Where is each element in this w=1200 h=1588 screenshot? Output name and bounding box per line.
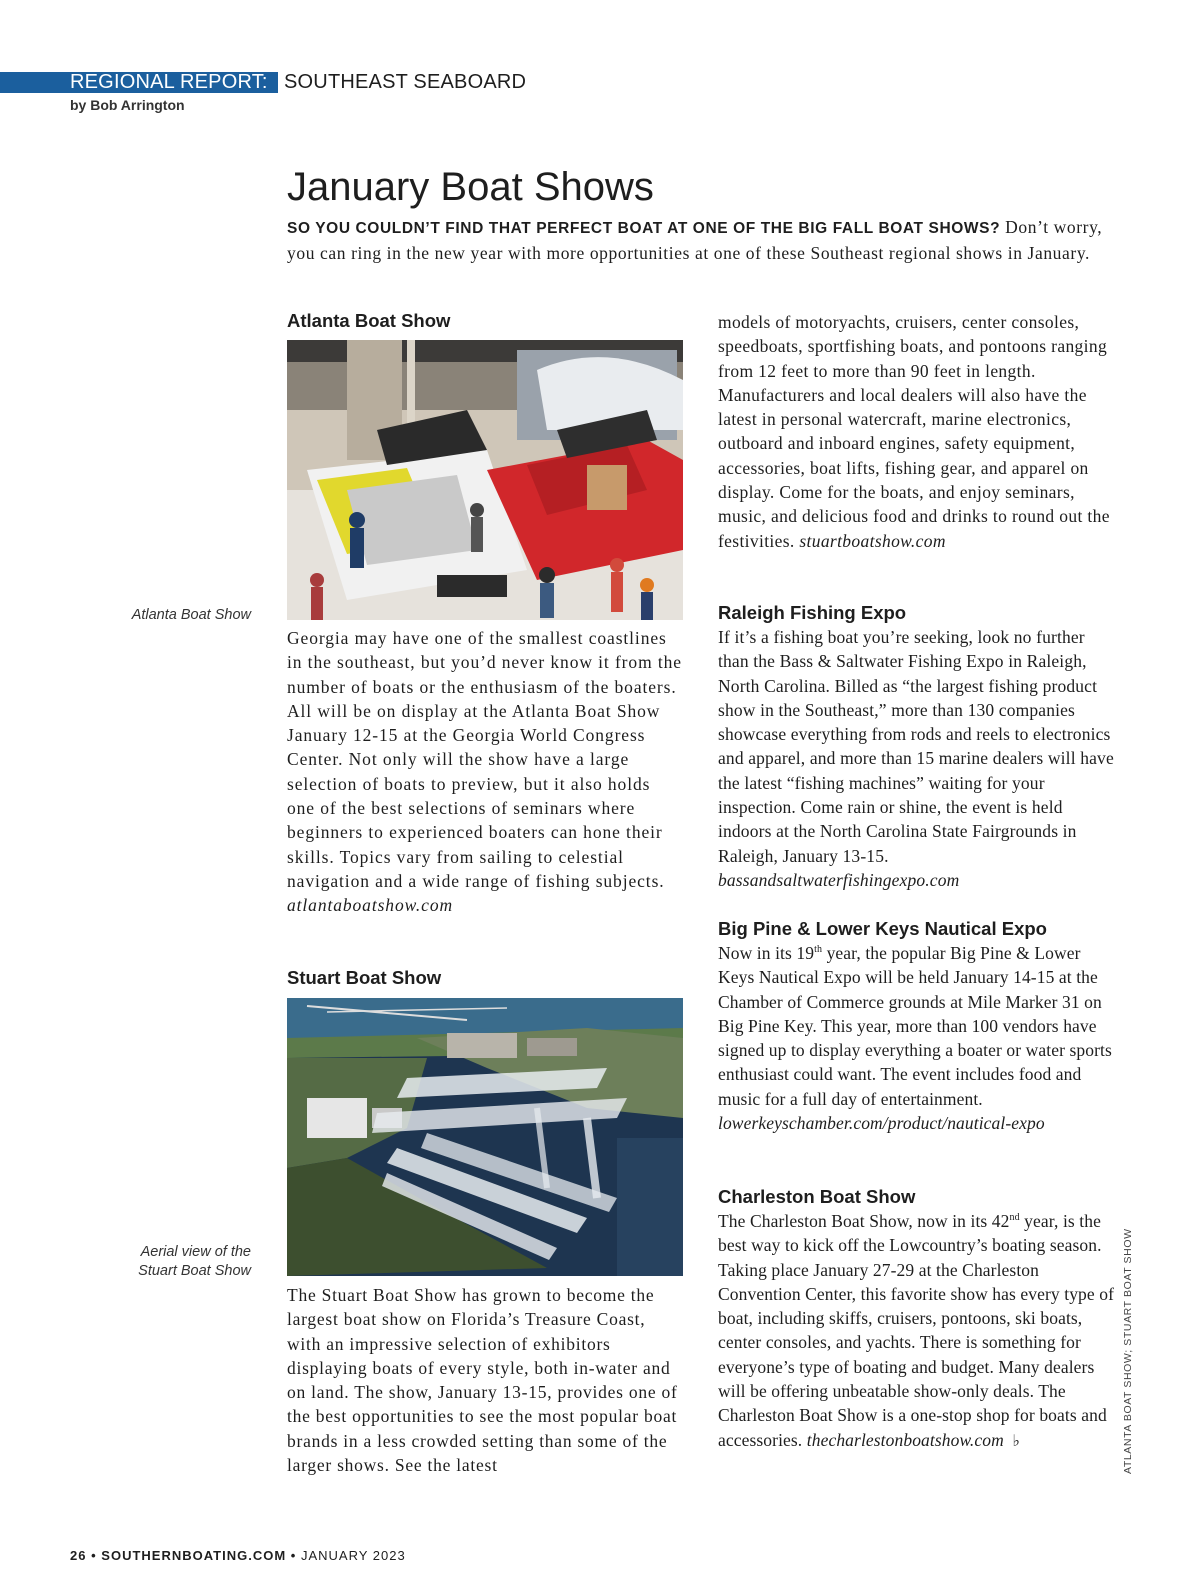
atlanta-photo (287, 340, 683, 620)
stuart-aerial-photo (287, 998, 683, 1276)
byline: by Bob Arrington (70, 97, 185, 113)
stuart-body: The Stuart Boat Show has grown to become the largest boat show on Florida’s Treasure Coast, with an impressive selection of exhibitors displaying boats of every style, both in-water and on land. The show, January 13-15, provides one of the best opportunities to see the most popular boat brands in a less crowded setting than some of the larger shows. See the latest (287, 1285, 678, 1476)
end-of-article-icon: ♭ (1012, 1432, 1021, 1450)
stuart-body-continued (718, 310, 1118, 553)
stuart-photo-caption (70, 1243, 251, 1281)
bigpine-heading: Big Pine & Lower Keys Nautical Expo (718, 918, 1047, 939)
intro-body: Don’t worry, you can ring in the new year with more opportunities at one of these Southeast regional shows in January. (287, 217, 1103, 264)
atlanta-article (287, 626, 683, 918)
atlanta-photo-caption: Atlanta Boat Show (131, 607, 251, 623)
footer-issue: JANUARY 2023 (300, 1548, 406, 1563)
report-region: SOUTHEAST SEABOARD (284, 71, 527, 93)
raleigh-url-link[interactable]: bassandsaltwaterfishingexpo.com (718, 869, 960, 890)
page-number: 26 (70, 1548, 87, 1563)
raleigh-body-text: If it’s a fishing boat you’re seeking, look no further than the Bass & Saltwater Fishing Expo in Raleigh, North Carolina. Billed as “the largest fishing product show in the Southeast,” more than 130 companies showcase everything from rods and reels to electronics and apparel, and more than 15 marine dealers will have the latest “fishing machines” waiting for your inspection. Come rain or shine, the event is held indoors at the North Carolina State Fairgrounds in Raleigh, January 13-15. (718, 627, 1114, 866)
bigpine-body (718, 941, 1118, 1135)
stuart-article-continued (718, 310, 1118, 553)
bigpine-body-pre: Now in its 19 (718, 943, 815, 963)
bigpine-ordinal: th (814, 944, 823, 956)
stuart-heading: Stuart Boat Show (287, 967, 442, 988)
atlanta-photo-illustration (287, 340, 683, 620)
atlanta-heading-block (287, 309, 683, 333)
report-label: REGIONAL REPORT: (70, 71, 268, 93)
stuart-article (287, 1283, 683, 1477)
stuart-body-continued-text: models of motoryachts, cruisers, center consoles, speedboats, sportfishing boats, and pontoons ranging from 12 feet to more than 90 feet in length. Manufacturers and local dealers will also have the latest in personal watercraft, marine electronics, outboard and inboard engines, safety equipment, accessories, boat lifts, fishing gear, and apparel on display. Come for the boats, and enjoy seminars, music, and delicious food and drinks to round out the festivities. (718, 312, 1110, 551)
charleston-body (718, 1209, 1118, 1454)
stuart-caption-line-2: Stuart Boat Show (138, 1263, 251, 1279)
atlanta-body-text: Georgia may have one of the smallest coastlines in the southeast, but you’d never know it from the number of boats or the enthusiasm of the boaters. All will be on display at the Atlanta Boat Show January 12-15 at the Georgia World Congress Center. Not only will the show have a large selection of boats to preview, but it also holds one of the best selections of seminars where beginners to experienced boaters can hone their skills. Topics vary from sailing to celestial navigation and a wide range of fishing subjects. (287, 628, 682, 891)
raleigh-article (718, 601, 1118, 892)
raleigh-body (718, 625, 1118, 892)
atlanta-url-link[interactable]: atlantaboatshow.com (287, 895, 454, 916)
footer-separator-1: • (91, 1548, 97, 1563)
bigpine-body-post: year, the popular Big Pine & Lower Keys Nautical Expo will be held January 14-15 at the Chamber of Commerce grounds at Mile Marker 31 on Big Pine Key. This year, more than 100 vendors have signed up to display everything a boater or water sports enthusiast could want. The event includes food and music for a full day of entertainment. (718, 943, 1112, 1109)
atlanta-body (287, 626, 683, 918)
stuart-url-link[interactable]: stuartboatshow.com (799, 530, 946, 551)
charleston-url-link[interactable]: thecharlestonboatshow.com (806, 1429, 1004, 1450)
intro-lead: SO YOU COULDN’T FIND THAT PERFECT BOAT AT ONE OF THE BIG FALL BOAT SHOWS? (287, 220, 1001, 237)
charleston-body-post: year, is the best way to kick off the Lowcountry’s boating season. Taking place January 27-29 at the Charleston Convention Center, this favorite show has every type of boat, including skiffs, cruisers, pontoons, ski boats, center consoles, and yachts. There is something for everyone’s type of boating and budget. Many dealers will be offering unbeatable show-only deals. The Charleston Boat Show is a one-stop shop for boats and accessories. (718, 1211, 1115, 1450)
charleston-article (718, 1185, 1118, 1454)
stuart-photo-illustration (287, 998, 683, 1276)
bigpine-url-link[interactable]: lowerkeyschamber.com/product/nautical-expo (718, 1113, 1045, 1134)
article-intro (287, 215, 1117, 266)
bigpine-article (718, 917, 1118, 1135)
page-footer (70, 1548, 406, 1563)
atlanta-heading: Atlanta Boat Show (287, 310, 451, 331)
charleston-body-pre: The Charleston Boat Show, now in its 42 (718, 1211, 1010, 1231)
raleigh-heading: Raleigh Fishing Expo (718, 602, 907, 623)
charleston-heading: Charleston Boat Show (718, 1186, 916, 1207)
photo-credit: ATLANTA BOAT SHOW; STUART BOAT SHOW (1122, 1228, 1134, 1474)
stuart-heading-block (287, 966, 683, 990)
page-title: January Boat Shows (287, 165, 654, 209)
footer-separator-2: • (290, 1548, 297, 1563)
footer-site[interactable]: SOUTHERNBOATING.COM (101, 1548, 287, 1563)
charleston-ordinal: nd (1009, 1212, 1020, 1224)
stuart-caption-line-1: Aerial view of the (140, 1244, 251, 1260)
